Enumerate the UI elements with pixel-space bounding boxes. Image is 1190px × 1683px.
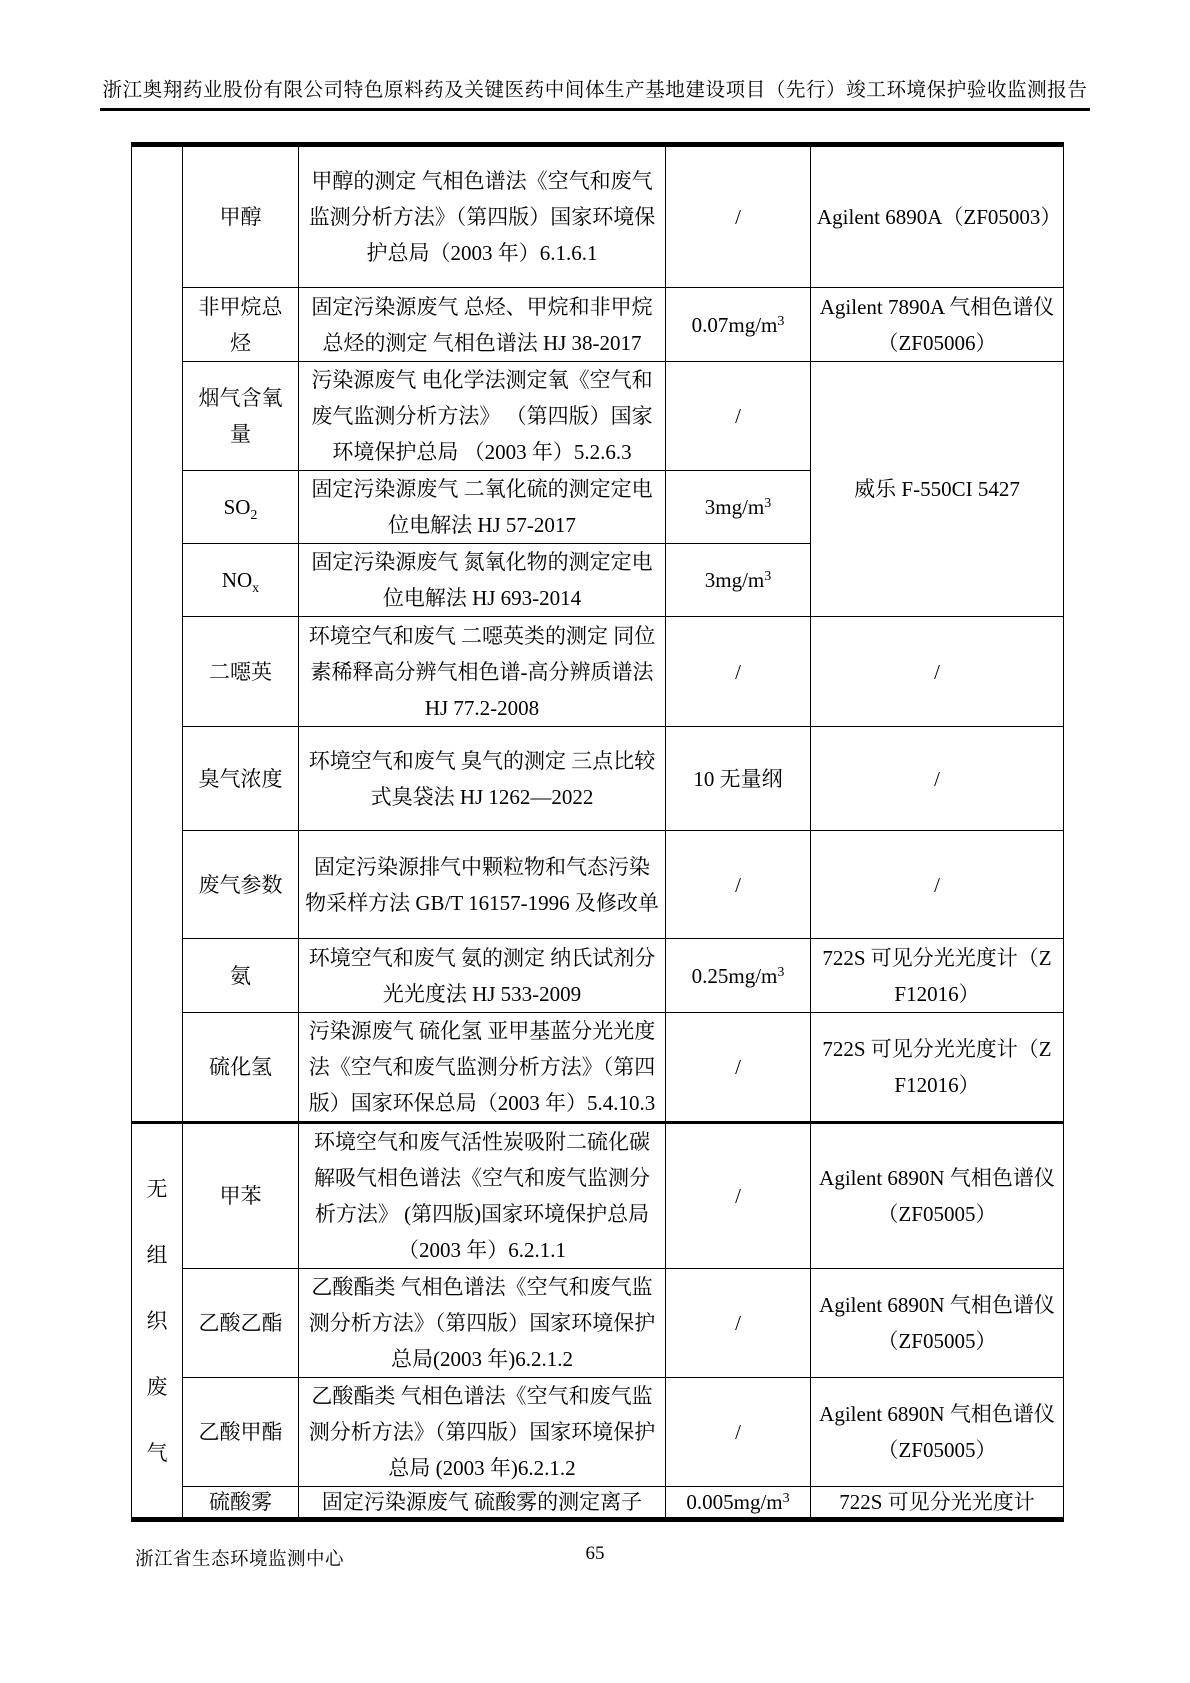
pollutant-name: 氨	[230, 963, 251, 988]
pollutant-name: 废气参数	[198, 872, 283, 897]
pollutant-name-cell	[183, 1378, 299, 1487]
pollutant-name-cell	[183, 1123, 299, 1269]
detection-limit-cell	[666, 471, 811, 544]
instrument-cell: Agilent 6890A（ZF05003）	[811, 145, 1064, 288]
detection-limit-cell	[666, 1487, 811, 1520]
instrument-cell: /	[811, 617, 1064, 727]
detection-limit-cell	[666, 617, 811, 727]
method-cell: 环境空气和废气活性炭吸附二硫化碳解吸气相色谱法《空气和废气监测分析方法》 (第四版)国家环境保护总局（2003 年）6.2.1.1	[299, 1123, 666, 1269]
category-cell-fugitive-emissions	[132, 1123, 183, 1520]
detection-limit: 10 无量纲	[693, 766, 783, 791]
pollutant-name: 硫化氢	[209, 1055, 272, 1079]
pollutant-name-cell	[183, 1013, 299, 1123]
detection-limit-cell	[666, 939, 811, 1013]
detection-limit-cell	[666, 727, 811, 831]
method-cell: 固定污染源废气 总烃、甲烷和非甲烷总烃的测定 气相色谱法 HJ 38-2017	[299, 288, 666, 362]
pollutant-name-cell	[183, 145, 299, 288]
footer-organization: 浙江省生态环境监测中心	[135, 1550, 345, 1570]
instrument-cell: Agilent 6890N 气相色谱仪（ZF05005）	[811, 1269, 1064, 1378]
pollutant-name-cell	[183, 1487, 299, 1520]
pollutant-name-cell	[183, 544, 299, 617]
pollutant-name: 臭气浓度	[198, 766, 283, 791]
pollutant-name: 非甲烷总烃	[198, 294, 283, 355]
pollutant-name-cell	[183, 831, 299, 939]
instrument-cell: Agilent 6890N 气相色谱仪（ZF05005）	[811, 1123, 1064, 1269]
detection-limit: /	[735, 1184, 741, 1208]
row-methanol	[132, 145, 1064, 288]
instrument-cell: /	[811, 831, 1064, 939]
detection-limit-cell	[666, 1269, 811, 1378]
instrument-cell: Agilent 6890N 气相色谱仪（ZF05005）	[811, 1378, 1064, 1487]
method-cell: 乙酸酯类 气相色谱法《空气和废气监测分析方法》（第四版）国家环境保护总局 (2003 年)6.2.1.2	[299, 1378, 666, 1487]
method-cell: 环境空气和废气 二噁英类的测定 同位素稀释高分辨气相色谱-高分辨质谱法 HJ 77.2-2008	[299, 617, 666, 727]
detection-limit-sup: 3	[777, 964, 785, 980]
detection-limit-cell	[666, 1123, 811, 1269]
detection-limit: 0.25mg/m	[691, 963, 778, 988]
pollutant-name-cell	[183, 617, 299, 727]
row-ammonia	[132, 939, 1064, 1013]
category-label: 无组织废气	[146, 1176, 168, 1465]
pollutant-name: 硫酸雾	[209, 1490, 272, 1514]
method-cell: 固定污染源废气 硫酸雾的测定离子	[299, 1487, 666, 1520]
row-exhaust-parameters	[132, 831, 1064, 939]
row-flue-gas-oxygen	[132, 362, 1064, 471]
detection-limit-sup: 3	[764, 569, 772, 584]
detection-limit-cell	[666, 288, 811, 362]
pollutant-name-cell	[183, 727, 299, 831]
instrument-cell: 722S 可见分光光度计	[811, 1487, 1064, 1520]
detection-limit: /	[735, 872, 741, 897]
detection-limit-sup: 3	[782, 1491, 790, 1506]
detection-limit: 3mg/m	[704, 495, 765, 519]
pollutant-name-cell	[183, 1269, 299, 1378]
pollutant-name: 甲苯	[219, 1184, 262, 1208]
detection-limit: /	[735, 1420, 741, 1444]
detection-limit-cell	[666, 1378, 811, 1487]
detection-limit-cell	[666, 831, 811, 939]
method-cell: 污染源废气 电化学法测定氧《空气和废气监测分析方法》 （第四版）国家环境保护总局 （2003 年）5.2.6.3	[299, 362, 666, 471]
row-odor-concentration	[132, 727, 1064, 831]
pollutant-name: 甲醇	[219, 205, 262, 229]
pollutant-name-sub: 2	[250, 508, 258, 523]
detection-limit: /	[735, 1311, 741, 1335]
monitoring-methods-table	[131, 142, 1064, 1522]
row-hydrogen-sulfide	[132, 1013, 1064, 1123]
pollutant-name-cell	[183, 939, 299, 1013]
detection-limit-cell	[666, 544, 811, 617]
method-cell: 乙酸酯类 气相色谱法《空气和废气监测分析方法》（第四版）国家环境保护总局(2003 年)6.2.1.2	[299, 1269, 666, 1378]
method-cell: 固定污染源废气 氮氧化物的测定定电位电解法 HJ 693-2014	[299, 544, 666, 617]
category-cell-empty	[132, 145, 183, 1123]
header-rule	[100, 108, 1090, 111]
detection-limit-cell	[666, 145, 811, 288]
detection-limit: /	[735, 1055, 741, 1079]
method-cell: 固定污染源排气中颗粒物和气态污染物采样方法 GB/T 16157-1996 及修改单	[299, 831, 666, 939]
instrument-cell-merged: 威乐 F-550CI 5427	[811, 362, 1064, 617]
detection-limit: /	[735, 659, 741, 684]
method-cell: 污染源废气 硫化氢 亚甲基蓝分光光度法《空气和废气监测分析方法》（第四版）国家环保总局（2003 年）5.4.10.3	[299, 1013, 666, 1123]
detection-limit-sup: 3	[764, 496, 772, 511]
detection-limit: /	[735, 404, 741, 428]
pollutant-name-cell	[183, 288, 299, 362]
page-number: 65	[585, 1543, 605, 1564]
detection-limit: /	[735, 205, 741, 229]
method-cell: 环境空气和废气 氨的测定 纳氏试剂分光光度法 HJ 533-2009	[299, 939, 666, 1013]
instrument-cell: /	[811, 727, 1064, 831]
row-sulfuric-acid-mist	[132, 1487, 1064, 1520]
pollutant-name: 乙酸甲酯	[198, 1420, 283, 1444]
detection-limit-cell	[666, 1013, 811, 1123]
page-header-title: 浙江奥翔药业股份有限公司特色原料药及关键医药中间体生产基地建设项目（先行）竣工环境保护验收监测报告	[102, 80, 1088, 101]
row-methyl-acetate	[132, 1378, 1064, 1487]
pollutant-name: NO	[221, 568, 253, 592]
detection-limit: 3mg/m	[704, 568, 765, 592]
pollutant-name-cell	[183, 362, 299, 471]
instrument-cell: 722S 可见分光光度计（ZF12016）	[811, 939, 1064, 1013]
detection-limit-cell	[666, 362, 811, 471]
pollutant-name: SO	[223, 495, 251, 519]
instrument-cell: Agilent 7890A 气相色谱仪（ZF05006）	[811, 288, 1064, 362]
pollutant-name-sub: x	[252, 581, 260, 596]
pollutant-name: 乙酸乙酯	[198, 1311, 283, 1335]
pollutant-name: 二噁英	[209, 659, 272, 684]
row-toluene	[132, 1123, 1064, 1269]
method-cell: 固定污染源废气 二氧化硫的测定定电位电解法 HJ 57-2017	[299, 471, 666, 544]
pollutant-name: 烟气含氧量	[198, 386, 283, 446]
row-dioxin	[132, 617, 1064, 727]
instrument-cell: 722S 可见分光光度计（ZF12016）	[811, 1013, 1064, 1123]
method-cell: 甲醇的测定 气相色谱法《空气和废气监测分析方法》（第四版）国家环境保护总局（2003 年）6.1.6.1	[299, 145, 666, 288]
pollutant-name-cell	[183, 471, 299, 544]
detection-limit: 0.07mg/m	[691, 312, 778, 337]
detection-limit: 0.005mg/m	[686, 1490, 783, 1514]
row-nmhc	[132, 288, 1064, 362]
row-ethyl-acetate	[132, 1269, 1064, 1378]
detection-limit-sup: 3	[777, 313, 785, 329]
method-cell: 环境空气和废气 臭气的测定 三点比较式臭袋法 HJ 1262—2022	[299, 727, 666, 831]
